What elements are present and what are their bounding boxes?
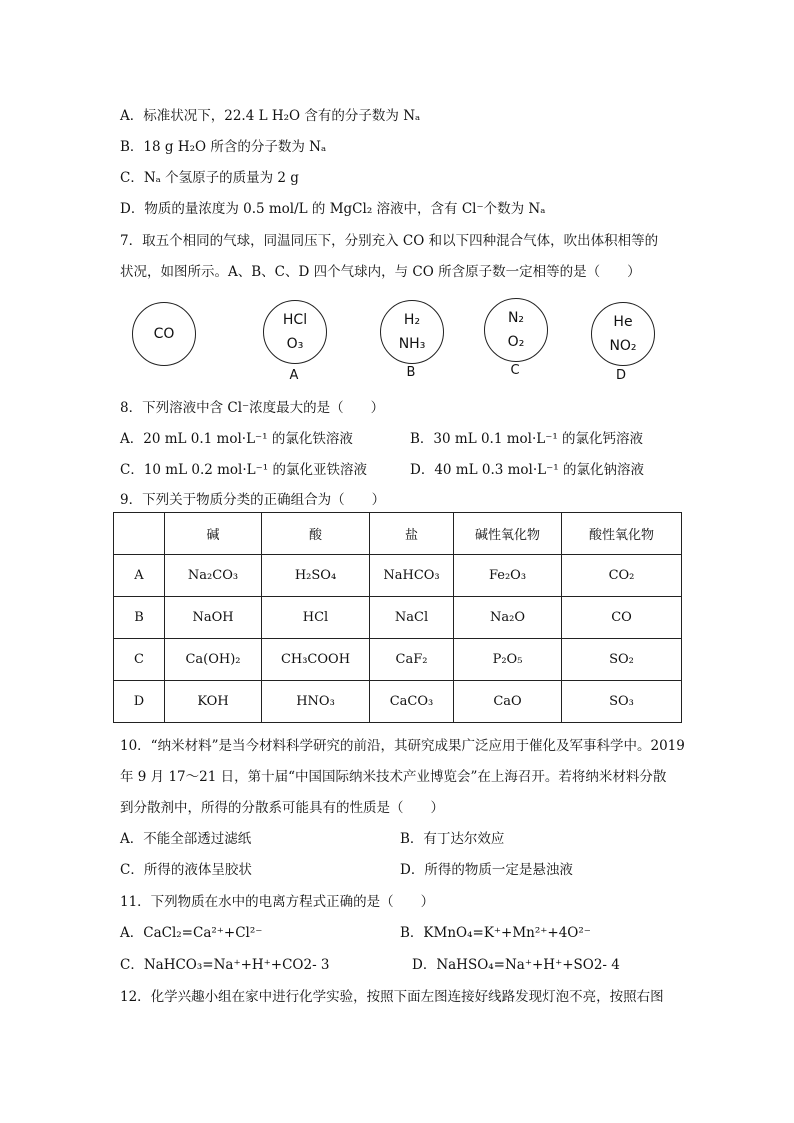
table-cell: C <box>114 639 165 681</box>
table-cell: CaF₂ <box>370 639 454 681</box>
q6-option-b: B．18 g H₂O 所含的分子数为 Nₐ <box>120 139 327 155</box>
table-cell: KOH <box>165 681 262 723</box>
balloon-b <box>380 300 444 364</box>
q8-option-a: A．20 mL 0.1 mol·L⁻¹ 的氯化铁溶液 <box>120 431 353 447</box>
q8-option-c: C．10 mL 0.2 mol·L⁻¹ 的氯化亚铁溶液 <box>120 462 367 478</box>
q10-stem-line1: 10．“纳米材料”是当今材料科学研究的前沿，其研究成果广泛应用于催化及军事科学中。2019 <box>120 738 685 754</box>
balloon-gas: NH₃ <box>398 336 426 352</box>
q10-option-b: B．有丁达尔效应 <box>400 831 505 847</box>
table-header-cell: 酸 <box>262 513 370 555</box>
q11-stem: 11．下列物质在水中的电离方程式正确的是（ ） <box>120 894 435 910</box>
q10-option-a: A．不能全部透过滤纸 <box>120 831 252 847</box>
table-cell: CO₂ <box>562 555 682 597</box>
balloon-gas: HCl <box>282 312 308 328</box>
table-cell: SO₂ <box>562 639 682 681</box>
q10-option-c: C．所得的液体呈胶状 <box>120 862 252 878</box>
table-header-cell: 盐 <box>370 513 454 555</box>
table-row <box>114 681 682 723</box>
q11-option-d: D．NaHSO₄=Na⁺+H⁺+SO2- 4 <box>412 957 620 973</box>
classification-table <box>113 512 682 723</box>
q12-stem-line1: 12．化学兴趣小组在家中进行化学实验，按照下面左图连接好线路发现灯泡不亮，按照右图 <box>120 989 664 1005</box>
balloon-gas: CO <box>153 326 175 342</box>
table-row <box>114 639 682 681</box>
q8-option-d: D．40 mL 0.3 mol·L⁻¹ 的氯化钠溶液 <box>410 462 644 478</box>
q11-option-a: A．CaCl₂=Ca²⁺+Cl²⁻ <box>120 925 263 941</box>
balloon-gas: O₂ <box>507 334 525 350</box>
table-header-cell <box>114 513 165 555</box>
table-cell: D <box>114 681 165 723</box>
q11-option-c: C．NaHCO₃=Na⁺+H⁺+CO2- 3 <box>120 957 330 973</box>
balloon-label-a: A <box>289 368 299 383</box>
balloon-gas: N₂ <box>507 310 525 326</box>
balloon-gas: NO₂ <box>609 338 637 354</box>
q10-option-d: D．所得的物质一定是悬浊液 <box>400 862 573 878</box>
q11-option-b: B．KMnO₄=K⁺+Mn²⁺+4O²⁻ <box>400 925 591 941</box>
table-header-cell: 酸性氧化物 <box>562 513 682 555</box>
balloon-co <box>132 302 196 366</box>
q8-stem: 8．下列溶液中含 Cl⁻浓度最大的是（ ） <box>120 400 385 416</box>
table-cell: A <box>114 555 165 597</box>
table-cell: NaOH <box>165 597 262 639</box>
table-cell: P₂O₅ <box>454 639 562 681</box>
table-cell: CH₃COOH <box>262 639 370 681</box>
table-cell: NaCl <box>370 597 454 639</box>
table-cell: NaHCO₃ <box>370 555 454 597</box>
table-cell: Fe₂O₃ <box>454 555 562 597</box>
table-row <box>114 597 682 639</box>
q6-option-a: A．标准状况下，22.4 L H₂O 含有的分子数为 Nₐ <box>120 108 421 124</box>
table-cell: Ca(OH)₂ <box>165 639 262 681</box>
table-cell: Na₂CO₃ <box>165 555 262 597</box>
q7-stem-line2: 状况，如图所示。A、B、C、D 四个气球内，与 CO 所含原子数一定相等的是（ ） <box>120 264 641 280</box>
balloon-a <box>263 300 327 364</box>
balloon-label-c: C <box>510 363 520 378</box>
table-cell: Na₂O <box>454 597 562 639</box>
balloon-label-d: D <box>615 368 626 383</box>
q10-stem-line2: 年 9 月 17～21 日，第十届“中国国际纳米技术产业博览会”在上海召开。若将纳米材料分散 <box>120 769 667 785</box>
q8-option-b: B．30 mL 0.1 mol·L⁻¹ 的氯化钙溶液 <box>410 431 644 447</box>
q6-option-c: C．Nₐ 个氢原子的质量为 2 g <box>120 170 299 186</box>
q7-stem-line1: 7．取五个相同的气球，同温同压下，分别充入 CO 和以下四种混合气体，吹出体积相等的 <box>120 233 659 249</box>
balloon-gas: H₂ <box>403 312 421 328</box>
balloon-gas: He <box>613 314 633 330</box>
q9-stem: 9．下列关于物质分类的正确组合为（ ） <box>120 492 386 508</box>
table-header-cell: 碱性氧化物 <box>454 513 562 555</box>
table-cell: CO <box>562 597 682 639</box>
table-cell: H₂SO₄ <box>262 555 370 597</box>
q10-stem-line3: 到分散剂中，所得的分散系可能具有的性质是（ ） <box>120 800 444 816</box>
table-cell: CaO <box>454 681 562 723</box>
table-cell: SO₃ <box>562 681 682 723</box>
balloon-c <box>484 298 548 362</box>
balloon-label-b: B <box>406 365 416 380</box>
q6-option-d: D．物质的量浓度为 0.5 mol/L 的 MgCl₂ 溶液中，含有 Cl⁻个数为 Nₐ <box>120 201 546 217</box>
table-header-cell: 碱 <box>165 513 262 555</box>
table-cell: CaCO₃ <box>370 681 454 723</box>
balloon-d <box>591 302 655 366</box>
table-header-row <box>114 513 682 555</box>
table-cell: HCl <box>262 597 370 639</box>
table-cell: B <box>114 597 165 639</box>
balloon-gas: O₃ <box>286 336 304 352</box>
table-row <box>114 555 682 597</box>
table-cell: HNO₃ <box>262 681 370 723</box>
